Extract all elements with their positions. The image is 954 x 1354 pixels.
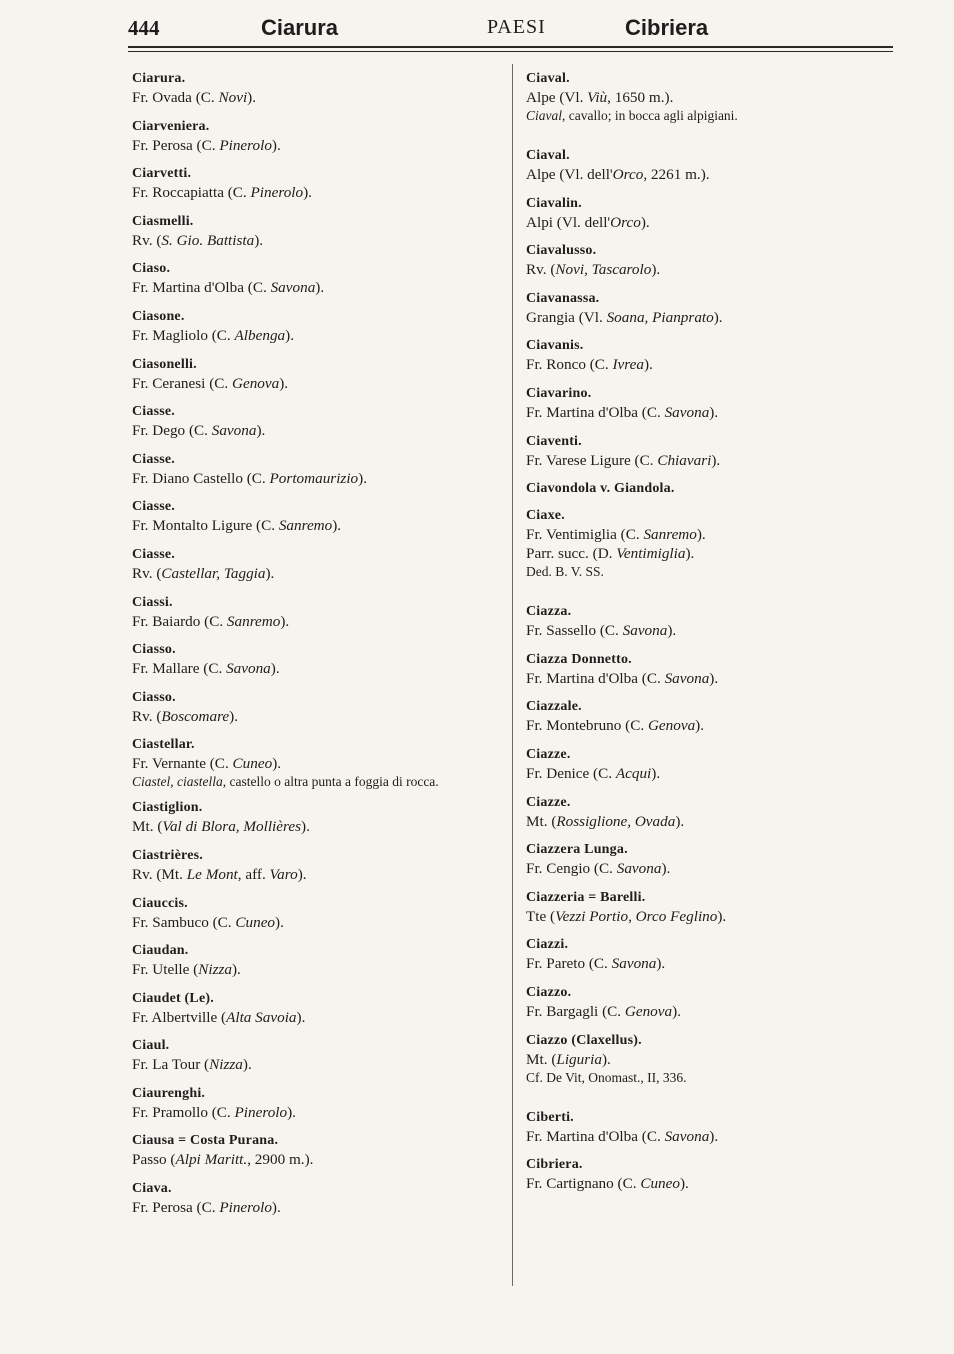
entry-headword: Ciavalusso. (526, 243, 597, 259)
entry-right-21 (526, 1156, 890, 1204)
entry-headword: Ciaval. (526, 148, 570, 163)
entry-headword: Ciavarino. (526, 385, 592, 401)
entry-definition: Fr. Albertville (Alta Savoia). (132, 1008, 306, 1026)
entry-definition: Grangia (Vl. Soana, Pianprato). (526, 308, 723, 326)
entry-definition: Fr. Sambuco (C. Cuneo). (132, 913, 284, 931)
entry-right-6 (526, 385, 890, 433)
entry-right-0 (526, 70, 890, 147)
entry-right-8 (526, 480, 890, 507)
entry-left-8 (132, 451, 504, 499)
entry-headword: Ciavondola v. Giandola. (526, 481, 675, 497)
header-rule-thin (128, 51, 893, 52)
entry-definition: Fr. Ovada (C. Novi). (132, 89, 257, 106)
entry-headword: Ciarvetti. (132, 166, 192, 182)
entry-definition: Fr. Diano Castello (C. Portomaurizio). (132, 469, 367, 487)
entry-note: Ciastel, ciastella, castello o altra punta a foggia di rocca. (132, 774, 439, 790)
entry-definition: Rv. (Castellar, Taggia). (132, 564, 275, 582)
entry-right-11 (526, 651, 890, 699)
entry-definition: Fr. Perosa (C. Pinerolo). (132, 136, 281, 154)
entry-right-4 (526, 290, 890, 338)
entry-definition: Alpi (Vl. dell'Orco). (526, 213, 650, 231)
entry-headword: Ciberti. (526, 1109, 574, 1125)
entry-right-20 (526, 1109, 890, 1157)
entry-right-5 (526, 337, 890, 385)
entry-left-15 (132, 799, 504, 847)
entry-headword: Ciausa = Costa Purana. (132, 1133, 279, 1149)
entry-definition: Fr. Perosa (C. Pinerolo). (132, 1199, 281, 1217)
entry-headword: Ciaudan. (132, 943, 189, 959)
entry-left-23 (132, 1180, 504, 1228)
entry-definition: Mt. (Val di Blora, Mollières). (132, 818, 310, 836)
entry-left-7 (132, 403, 504, 451)
entry-headword: Ciavanassa. (526, 290, 600, 306)
entry-definition: Fr. Mallare (C. Savona). (132, 660, 280, 678)
entry-headword: Ciauccis. (132, 895, 188, 911)
entry-headword: Ciaurenghi. (132, 1085, 206, 1101)
entry-left-21 (132, 1085, 504, 1133)
entry-headword: Ciazza. (526, 604, 572, 620)
entry-right-3 (526, 242, 890, 290)
entry-left-6 (132, 356, 504, 404)
entry-definition: Fr. Martina d'Olba (C. Savona). (526, 1127, 719, 1145)
entry-headword: Ciasmelli. (132, 213, 194, 229)
header-left-term: Ciarura (261, 15, 339, 40)
entry-headword: Ciasse. (132, 404, 176, 420)
entry-headword: Ciaudet (Le). (132, 990, 214, 1006)
entry-left-4 (132, 260, 504, 308)
entry-right-19 (526, 1032, 890, 1109)
entry-definition: Fr. Vernante (C. Cuneo). (132, 755, 282, 773)
header-right-term: Cibriera (625, 15, 709, 40)
entry-right-13 (526, 746, 890, 794)
entry-definition: Fr. Montalto Ligure (C. Sanremo). (132, 517, 342, 535)
entry-headword: Ciazzeria = Barelli. (526, 889, 646, 905)
entry-definition: Fr. Baiardo (C. Sanremo). (132, 612, 290, 630)
entry-definition: Fr. Pramollo (C. Pinerolo). (132, 1103, 296, 1121)
entry-left-11 (132, 594, 504, 642)
entry-right-16 (526, 889, 890, 937)
entry-left-17 (132, 895, 504, 943)
entry-definition: Alpe (Vl. dell'Orco, 2261 m.). (526, 166, 710, 183)
entry-headword: Ciazze. (526, 746, 571, 762)
entry-right-7 (526, 433, 890, 481)
entry-definition: Fr. Ventimiglia (C. Sanremo). (526, 526, 706, 544)
entry-right-14 (526, 794, 890, 842)
entry-definition: Fr. Cengio (C. Savona). (526, 860, 671, 878)
page-header (128, 12, 748, 46)
entry-left-9 (132, 498, 504, 546)
entry-left-19 (132, 990, 504, 1038)
page-number: 444 (128, 16, 160, 40)
entry-headword: Ciassi. (132, 594, 173, 610)
entry-headword: Ciazzi. (526, 937, 569, 953)
entry-headword: Ciaul. (132, 1038, 170, 1054)
entry-left-18 (132, 942, 504, 990)
entry-headword: Ciaso. (132, 261, 171, 277)
entry-definition: Fr. Pareto (C. Savona). (526, 955, 666, 973)
entry-headword: Ciavanis. (526, 338, 584, 354)
entry-left-14 (132, 736, 504, 799)
entry-headword: Ciazzera Lunga. (526, 842, 628, 858)
left-column (132, 70, 504, 1228)
entry-headword: Ciasso. (132, 689, 176, 705)
entry-right-17 (526, 936, 890, 984)
entry-headword: Ciastiglion. (132, 800, 203, 816)
entry-definition: Fr. Montebruno (C. Genova). (526, 717, 705, 735)
entry-definition: Tte (Vezzi Portio, Orco Feglino). (526, 907, 727, 925)
header-section-title: PAESI (487, 16, 546, 38)
entry-note: Ciaval, cavallo; in bocca agli alpigiani. (526, 108, 738, 123)
entry-left-2 (132, 165, 504, 213)
entry-headword: Ciaval. (526, 71, 570, 86)
entry-left-3 (132, 213, 504, 261)
entry-definition: Passo (Alpi Maritt., 2900 m.). (132, 1151, 314, 1169)
entry-left-1 (132, 118, 504, 166)
entry-right-9 (526, 507, 890, 603)
entry-right-2 (526, 195, 890, 243)
entry-headword: Ciaventi. (526, 433, 582, 449)
entry-right-10 (526, 603, 890, 651)
entry-definition: Alpe (Vl. Viù, 1650 m.). (526, 89, 674, 106)
entry-definition: Fr. Varese Ligure (C. Chiavari). (526, 451, 721, 469)
entry-right-12 (526, 698, 890, 746)
entry-definition: Rv. (S. Gio. Battista). (132, 231, 264, 249)
entry-headword: Ciazza Donnetto. (526, 651, 632, 667)
entry-left-22 (132, 1132, 504, 1180)
entry-headword: Ciavalin. (526, 195, 582, 211)
entry-left-12 (132, 641, 504, 689)
entry-definition: Fr. Utelle (Nizza). (132, 961, 241, 979)
entry-left-16 (132, 847, 504, 895)
entry-headword: Cibriera. (526, 1157, 583, 1173)
entry-definition: Fr. Bargagli (C. Genova). (526, 1002, 681, 1020)
entry-headword: Ciasonelli. (132, 356, 197, 372)
entry-headword: Ciazzo (Claxellus). (526, 1032, 642, 1048)
entry-headword: Ciava. (132, 1181, 172, 1197)
entry-headword: Ciasse. (132, 499, 176, 515)
entry-headword: Ciazzale. (526, 699, 582, 715)
entry-left-20 (132, 1037, 504, 1085)
entry-right-15 (526, 841, 890, 889)
entry-headword: Ciazze. (526, 794, 571, 810)
entry-headword: Ciastrières. (132, 847, 203, 863)
entry-definition: Fr. Sassello (C. Savona). (526, 622, 677, 640)
entry-definition: Fr. Martina d'Olba (C. Savona). (526, 403, 719, 421)
entry-definition: Rv. (Novi, Tascarolo). (526, 261, 661, 279)
entry-definition: Fr. Ceranesi (C. Genova). (132, 374, 289, 392)
entry-headword: Ciasone. (132, 308, 185, 324)
entry-headword: Ciazzo. (526, 984, 572, 1000)
entry-right-1 (526, 147, 890, 195)
entry-left-5 (132, 308, 504, 356)
entry-headword: Ciaxe. (526, 508, 565, 524)
entry-left-0 (132, 70, 504, 118)
entry-definition-extra: Parr. succ. (D. Ventimiglia). (526, 545, 695, 563)
entry-note: Ded. B. V. SS. (526, 564, 604, 580)
entry-right-18 (526, 984, 890, 1032)
entry-headword: Ciasse. (132, 546, 176, 562)
entry-definition: Fr. Dego (C. Savona). (132, 422, 266, 440)
entry-definition: Fr. Cartignano (C. Cuneo). (526, 1175, 689, 1193)
entry-definition: Fr. Denice (C. Acqui). (526, 764, 661, 782)
entry-headword: Ciasso. (132, 642, 176, 658)
entry-definition: Fr. Martina d'Olba (C. Savona). (526, 669, 719, 687)
entry-note: Cf. De Vit, Onomast., II, 336. (526, 1069, 687, 1085)
entry-definition: Fr. Ronco (C. Ivrea). (526, 356, 653, 374)
entry-definition: Fr. Magliolo (C. Albenga). (132, 326, 295, 344)
entry-headword: Ciastellar. (132, 737, 195, 753)
entry-headword: Ciarura. (132, 71, 186, 86)
entry-left-10 (132, 546, 504, 594)
right-column (526, 70, 890, 1204)
entry-definition: Rv. (Boscomare). (132, 707, 239, 725)
entry-definition: Mt. (Liguria). (526, 1050, 611, 1068)
entry-definition: Rv. (Mt. Le Mont, aff. Varo). (132, 865, 307, 883)
entry-definition: Fr. La Tour (Nizza). (132, 1056, 252, 1074)
entry-left-13 (132, 689, 504, 737)
entry-headword: Ciarveniera. (132, 118, 210, 134)
column-divider (512, 64, 513, 1286)
header-rule (128, 46, 893, 48)
entry-definition: Fr. Martina d'Olba (C. Savona). (132, 279, 325, 297)
entry-definition: Fr. Roccapiatta (C. Pinerolo). (132, 184, 312, 202)
entry-definition: Mt. (Rossiglione, Ovada). (526, 812, 685, 830)
entry-headword: Ciasse. (132, 451, 176, 467)
